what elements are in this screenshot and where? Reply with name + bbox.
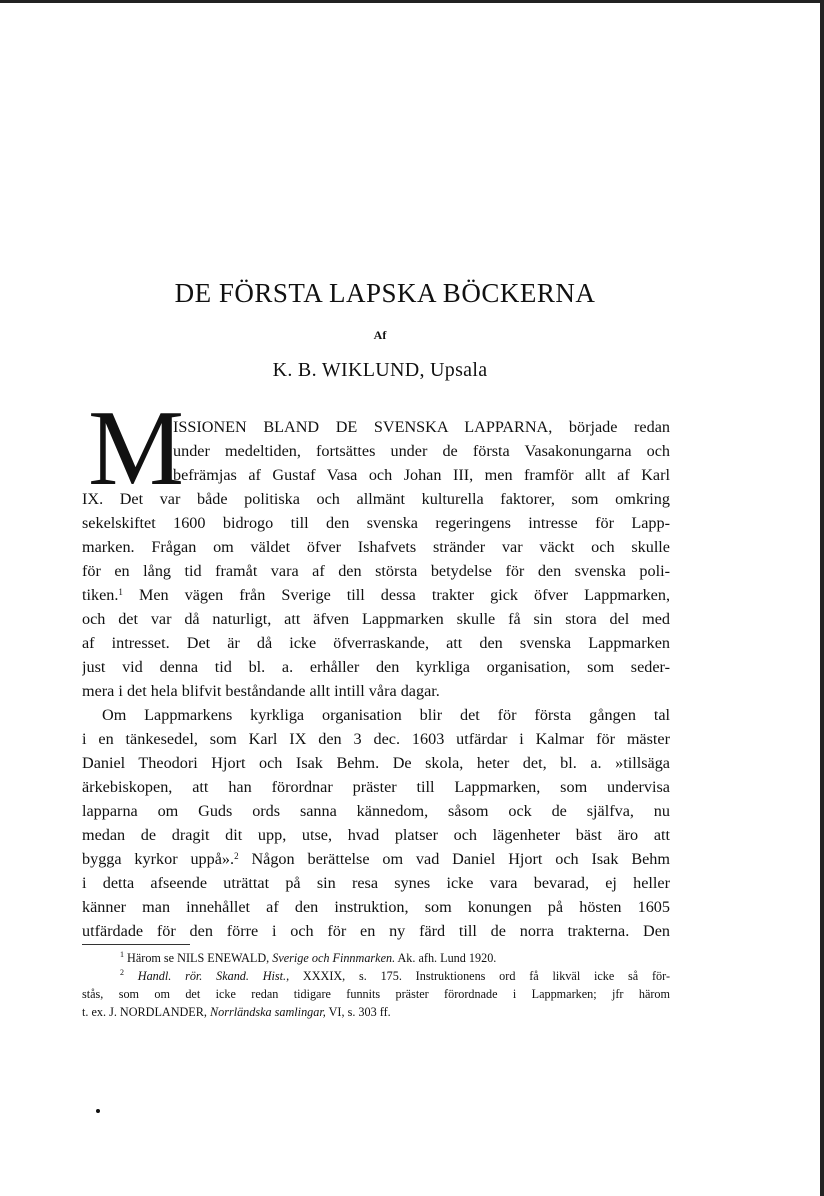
- article-title: DE FÖRSTA LAPSKA BÖCKERNA: [174, 278, 596, 308]
- body-line: under medeltiden, fortsättes under de första Vasakonungarna och: [173, 442, 670, 460]
- footnote-title: Sverige och Finnmarken.: [272, 951, 396, 965]
- body-line: ISSIONEN BLAND DE SVENSKA LAPPARNA, började redan: [173, 418, 670, 436]
- footnote-1: $^1$ Härom se NILS ENEWALD, Sverige och Finnmarken. Ak. afh. Lund 1920.: [120, 950, 497, 965]
- footnote-2: $^2$ Handl. rör. Skand. Hist., XXXIX, s. 175. Instruktionens ord få likväl icke så för-: [120, 968, 670, 983]
- author-name: K. B. WIKLUND, Upsala: [272, 359, 488, 381]
- footnote-2-line: stås, som om det icke redan tidigare funnits präster förordnade i Lappmarken; jfr härom: [82, 987, 670, 1001]
- body-text: Någon berättelse om vad Daniel Hjort och Isak Behm: [251, 850, 670, 868]
- body-text: bygga kyrkor uppå».: [82, 850, 235, 868]
- drop-cap: M: [88, 389, 185, 508]
- body-line: mera i det hela blifvit beståndande allt intill våra dagar.: [82, 682, 440, 700]
- footnote-divider: [82, 944, 190, 945]
- footnote-2-line: t. ex. J. NORDLANDER, Norrländska samlingar, VI, s. 303 ff.: [82, 1005, 391, 1019]
- body-line: känner man innehållet af den instruktion, som konungen på hösten 1605: [82, 898, 670, 916]
- body-line: ärkebiskopen, att han förordnar präster till Lappmarken, som undervisa: [82, 778, 670, 796]
- body-line: sekelskiftet 1600 bidrogo till den svenska regeringens intresse för Lapp-: [82, 514, 670, 532]
- body-line: [82, 583, 670, 607]
- body-line: Om Lappmarkens kyrkliga organisation blir det för första gången tal: [102, 706, 670, 724]
- footnote-mark: 1: [120, 950, 124, 959]
- scan-speck: [96, 1109, 100, 1113]
- body-line: IX. Det var både politiska och allmänt kulturella faktorer, som omkring: [82, 490, 670, 508]
- body-line: i en tänkesedel, som Karl IX den 3 dec. 1603 utfärdar i Kalmar för mäster: [82, 730, 670, 748]
- body-line: marken. Frågan om väldet öfver Ishafvets stränder var väckt och skulle: [82, 538, 670, 556]
- body-line: i detta afseende uträttat på sin resa synes icke vara bevarad, ej heller: [82, 874, 670, 892]
- body-line: [82, 847, 670, 871]
- scan-top-edge: [0, 0, 824, 3]
- body-line: för en lång tid framåt vara af den största betydelse för den svenska poli-: [82, 562, 670, 580]
- body-line: och det var då naturligt, att äfven Lappmarken skulle få sin stora del med: [82, 610, 670, 628]
- body-line: medan de dragit dit upp, utse, hvad platser och lägenheter bäst äro att: [82, 826, 670, 844]
- footnote-author: NILS ENEWALD,: [177, 951, 270, 965]
- body-text: tiken.: [82, 586, 119, 604]
- footnote-ref-1: 1: [118, 587, 123, 597]
- byline-af: Af: [373, 328, 387, 342]
- footnote-author: NORDLANDER,: [119, 1005, 207, 1019]
- body-line: Daniel Theodori Hjort och Isak Behm. De skola, heter det, bl. a. »tillsäga: [82, 754, 670, 772]
- footnote-mark: 2: [120, 968, 124, 977]
- footnote-title: Handl. rör. Skand. Hist.,: [137, 969, 290, 983]
- body-line: utfärdade för den förre i och för en ny färd till de norra trakterna. Den: [82, 922, 670, 940]
- scan-right-edge: [820, 0, 824, 1196]
- body-line: befrämjas af Gustaf Vasa och Johan III, men framför allt af Karl: [173, 466, 670, 484]
- body-text: Men vägen från Sverige till dessa trakter gick öfver Lappmarken,: [138, 586, 670, 604]
- footnote-ref-2: 2: [234, 851, 239, 861]
- body-line: af intresset. Det är då icke öfverraskande, att den svenska Lappmarken: [82, 634, 670, 652]
- body-line: just vid denna tid bl. a. erhåller den kyrkliga organisation, som seder-: [82, 658, 670, 676]
- body-line: lapparna om Guds ords sanna kännedom, såsom ock de själfva, nu: [82, 802, 670, 820]
- footnote-title: Norrländska samlingar,: [209, 1005, 326, 1019]
